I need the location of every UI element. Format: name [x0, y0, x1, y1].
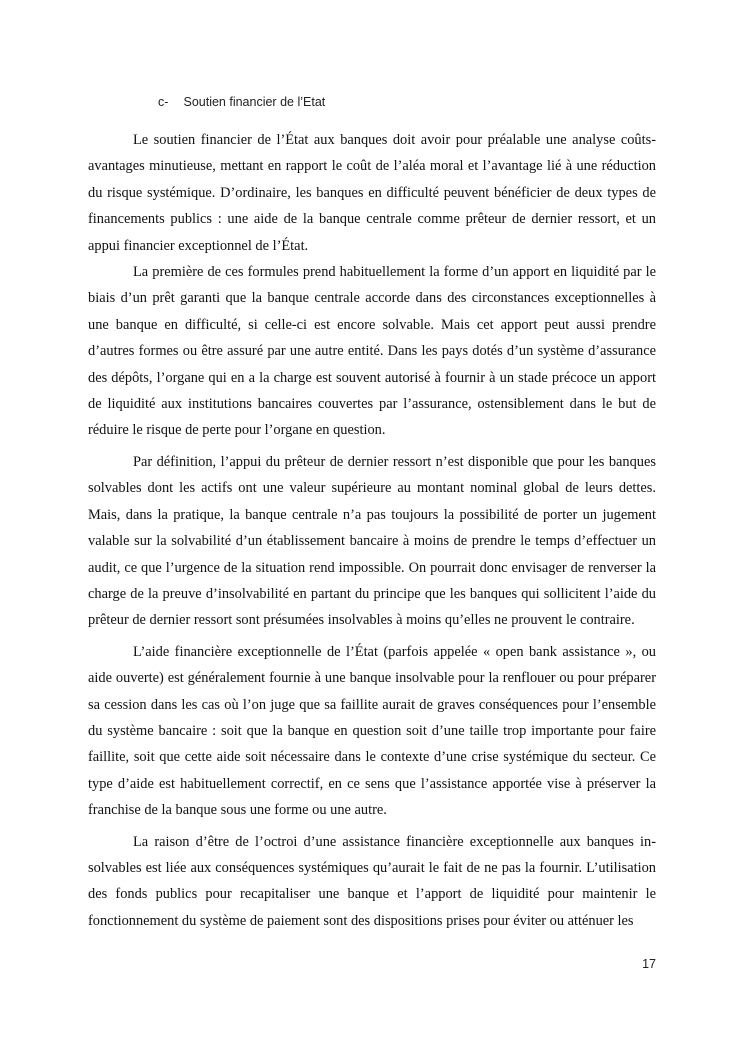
body-text	[88, 127, 656, 934]
paragraph-1: Le soutien financier de l’État aux banques doit avoir pour préalable une analyse coûts-avantages minutieuse, mettant en rapport le coût de l’aléa moral et l’avantage lié à une réduction du risque systémique. D’ordinaire, les banques en difficulté peuvent bénéficier de deux types de financements publics : une aide de la banque centrale comme prêteur de dernier ressort, et un appui financier exceptionnel de l’État.	[88, 132, 656, 254]
paragraph-5: La raison d’être de l’octroi d’une assistance financière exceptionnelle aux banques insolvables est liée aux conséquences systémiques qu’aurait le fait de ne pas la fournir. L’utilisation des fonds publics pour recapitaliser une banque et l’apport de liquidité pour maintenir le fonctionnement du système de paiement sont des dispositions prises pour éviter ou atténuer les	[88, 833, 656, 929]
section-marker: c-	[158, 95, 169, 109]
section-heading	[158, 95, 325, 109]
section-title: Soutien financier de l’Etat	[183, 95, 326, 109]
paragraph-4: L’aide financière exceptionnelle de l’État (parfois appelée « open bank assistance », ou aide ouverte) est généralement fournie à une banque insolvable pour la renflouer ou pour préparer sa cession dans les cas où l’on juge que sa faillite aurait de graves conséquences pour l’ensemble du système bancaire : soit que la banque en question soit d’une taille trop importante pour faire faillite, soit que cette aide soit nécessaire dans le contexte d’une crise systémique du secteur. Ce type d’aide est habituellement correctif, en ce sens que l’assistance apportée vise à préserver la franchise de la banque sous une forme ou une autre.	[88, 643, 656, 819]
paragraph-3: Par définition, l’appui du prêteur de dernier ressort n’est disponible que pour les banques solvables dont les actifs ont une valeur supérieure au montant nominal global de leurs dettes. Mais, dans la pratique, la banque centrale n’a pas toujours la possibilité de porter un jugement valable sur la solvabilité d’un établissement bancaire à moins de prendre le temps d’effectuer un audit, ce que l’urgence de la situation rend impossible. On pourrait donc envisager de renverser la charge de la preuve d’insolvabilité en partant du principe que les banques qui sollicitent l’aide du prêteur de dernier ressort sont présumées insolvables à moins qu’elles ne prouvent le contraire.	[88, 453, 656, 629]
page-number: 17	[642, 957, 656, 971]
paragraph-2: La première de ces formules prend habituellement la forme d’un apport en liquidité par le biais d’un prêt garanti que la banque centrale accorde dans des circonstances exceptionnelles à une banque en difficulté, si celle-ci est encore solvable. Mais cet apport peut aussi prendre d’autres formes ou être assuré par une autre entité. Dans les pays dotés d’un système d’assurance des dépôts, l’organe qui en a la charge est souvent autorisé à fournir à un stade précoce un apport de liquidité aux institutions bancaires couvertes par l’assurance, ostensiblement dans le but de réduire le risque de perte pour l’organe en question.	[88, 264, 656, 439]
